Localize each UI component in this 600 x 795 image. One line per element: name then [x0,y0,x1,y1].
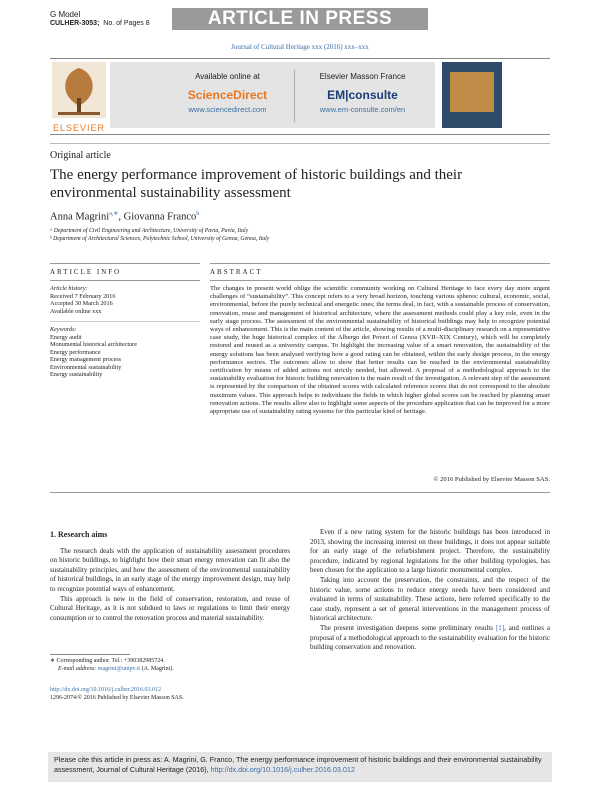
masthead-divider [294,70,295,122]
footnotes [50,657,290,673]
corresponding-author: ∗ Corresponding author. Tel.: +390382985724. [50,658,165,664]
emconsulte-logo: EM|consulte [327,88,398,102]
masthead-separator [50,143,550,144]
rule [50,321,200,322]
email-owner: (A. Magrini). [140,666,174,672]
author-separator: , [118,211,124,223]
journal-reference[interactable]: Journal of Cultural Heritage xxx (2016) xxx–xxx [231,43,369,51]
sciencedirect-logo: ScienceDirect [187,88,268,102]
abstract-bottom-rule [50,492,550,493]
abstract-text: The changes in present world oblige the scientific community working on Cultural Heritage to face every day more urgent challenges of “sustainability”. This concept refers to a very broad horizon, touching various spheres: cultural, economic, social, environmental, before the purely technical and energetic ones; the terms deal, in fact, with a sustainable process of conservation, renovation, reuse and management of historical architecture, where the assessment methods could play a key role, even in the early stage process. The assessment of the environmental sustainability of historical buildings may help to recognize potential ways of enhancement. This is the main content of the article, showing results of a multi-disciplinary research on a representative case study, the huge historical complex of the Albergo dei Poveri of Genoa (XVII–XIX Century), which will be completely restored and reused as a university campus. To highlight the increasing value of a smart renovation, the sustainability of the energy solutions has been analysed verifying how a good rating can be obtained, within the early design process, in the energy performance sectors. The outcomes allow to show that better results can be reached in the environmental sustainability certification by means of added actions not strictly needed, but allowed. A proposal of a methodological approach to the sustainability evaluation for historic building renovation is the main result of the investigation. A relevant step of the assessment is represented by the comparison of the obtained scores with calculated reference scores that do not correspond to the absolute maximum values. This approach helps to individuate the fields in which higher global scores can be reached by planning smart renovation actions. The results allow also to highlight some aspects of the procedure application that can be improved for a more appropriate use of sustainability rating systems for this particular kind of heritage. [210,285,550,416]
affiliation-a: ᵃ Department of Civil Engineering and Architecture, University of Pavia, Pavia, Italy [50,228,249,234]
copyright: © 2016 Published by Elsevier Masson SAS. [433,476,550,483]
affiliations [50,227,269,243]
author-name[interactable]: Giovanna Franco [123,211,197,223]
accepted-date: Accepted 30 March 2016 [50,300,113,307]
email-label: E-mail address: [58,666,98,672]
article-info [50,285,200,379]
citation-box [48,752,552,782]
paragraph-text: The present investigation deepens some preliminary results [320,623,496,632]
author-affiliation-mark[interactable]: b [196,211,200,217]
article-in-press-banner: ARTICLE IN PRESS [172,8,428,30]
paragraph: This approach is new in the field of conservation, restoration, and reuse of Cultural Heritage, as it is not subdued to laws or regulations to limit their energy consumption or to control the renovation process and material sustainability. [50,594,290,622]
elsevier-wordmark: ELSEVIER [52,123,106,133]
article-info-heading: ARTICLE INFO [50,268,122,276]
online-date: Available online xxx [50,307,102,315]
keyword: Energy performance [50,348,101,356]
elsevier-logo [52,62,106,133]
keyword: Environmental sustainability [50,363,122,371]
header-meta [50,10,150,28]
abstract-heading: ABSTRACT [210,268,263,276]
email-link[interactable]: magrini@unipv.it [97,666,141,672]
body-column-left [50,530,290,623]
abstract-box [210,263,550,281]
author-affiliation-mark[interactable]: a,∗ [109,211,119,217]
article-title: The energy performance improvement of historic buildings and their environmental sustainability assessment [50,167,463,201]
emconsulte-link[interactable]: www.em-consulte.com/en [319,105,406,114]
journal-cover-artwork [450,72,494,112]
ref-code: CULHER-3053; [50,20,100,27]
rule [50,280,200,281]
reference-link[interactable]: [1] [495,623,505,632]
rule [210,280,550,281]
citation-text: Please cite this article in press as: A. Magrini, G. Franco, The energy performance improvement of historic buildings and their environmental sustainability assessment, Journal of Cultural Heritage (2016), [54,755,542,774]
author-list [50,210,199,223]
paragraph: Even if a new rating system for the historic buildings has been introduced in 2013, showing the increasing interest on these buildings, it does not appear suitable for an early stage of the refurbishment project. Therefore, the sustainability procedure, indicated by regional legislations for the other building typologies, has been chosen for the application to a large historic monumental complex. [310,528,550,575]
keyword: Energy audit [50,333,82,341]
keyword: Monumental historical architecture [50,341,137,348]
paragraph: The research deals with the application of sustainability assessment procedures on historic buildings, to highlight how their smart energy renovation can fit also the sustainability principles, and how the assessment of the environmental sustainability of historical buildings, in an early stage of the energy improvement design, may help to recognize potential ways of enhancement. [50,546,290,593]
keywords-label: Keywords: [50,326,77,333]
article-type: Original article [50,150,111,161]
doi-block [50,686,184,702]
paragraph-text: , and outlines a proposal of a methodological approach to the sustainability evaluation for the historic building conservation and renovation. [310,623,550,652]
elsevier-masson-label: Elsevier Masson France [319,72,406,81]
issn-line: 1296-2074/© 2016 Published by Elsevier Masson SAS. [50,695,184,701]
article-info-box [50,263,200,281]
received-date: Received 7 February 2016 [50,292,116,300]
footnote-rule [50,654,130,655]
author-name[interactable]: Anna Magrini [50,211,110,223]
available-online-label: Available online at [195,72,260,81]
keyword: Energy sustainability [50,371,103,378]
sciencedirect-block [165,72,290,114]
elsevier-tree-icon [52,62,106,118]
emconsulte-block [300,72,425,114]
gmodel: G Model [50,10,81,19]
section-heading: 1. Research aims [50,530,108,539]
doi-link[interactable]: http://dx.doi.org/10.1016/j.culher.2016.03.012 [50,687,162,693]
paragraph: Taking into account the preservation, the constraints, and the respect of the historic value, some actions to reduce energy needs have been considered and evaluated in terms of sustainability. These actions, here referred specifically to the case study, represent a set of general interventions in the management process of historical architecture. [310,575,550,623]
paragraph [310,624,550,653]
body-column-right [310,528,550,653]
affiliation-b: ᵇ Department of Architectural Sciences, Polytechnic School, University of Genoa, Genoa, Italy [50,236,270,242]
citation-doi-link[interactable]: http://dx.doi.org/10.1016/j.culher.2016.03.012 [210,764,355,774]
history-label: Article history: [50,285,88,292]
page-count: No. of Pages 8 [103,20,150,27]
sciencedirect-link[interactable]: www.sciencedirect.com [188,105,267,114]
keyword: Energy management process [50,356,122,363]
